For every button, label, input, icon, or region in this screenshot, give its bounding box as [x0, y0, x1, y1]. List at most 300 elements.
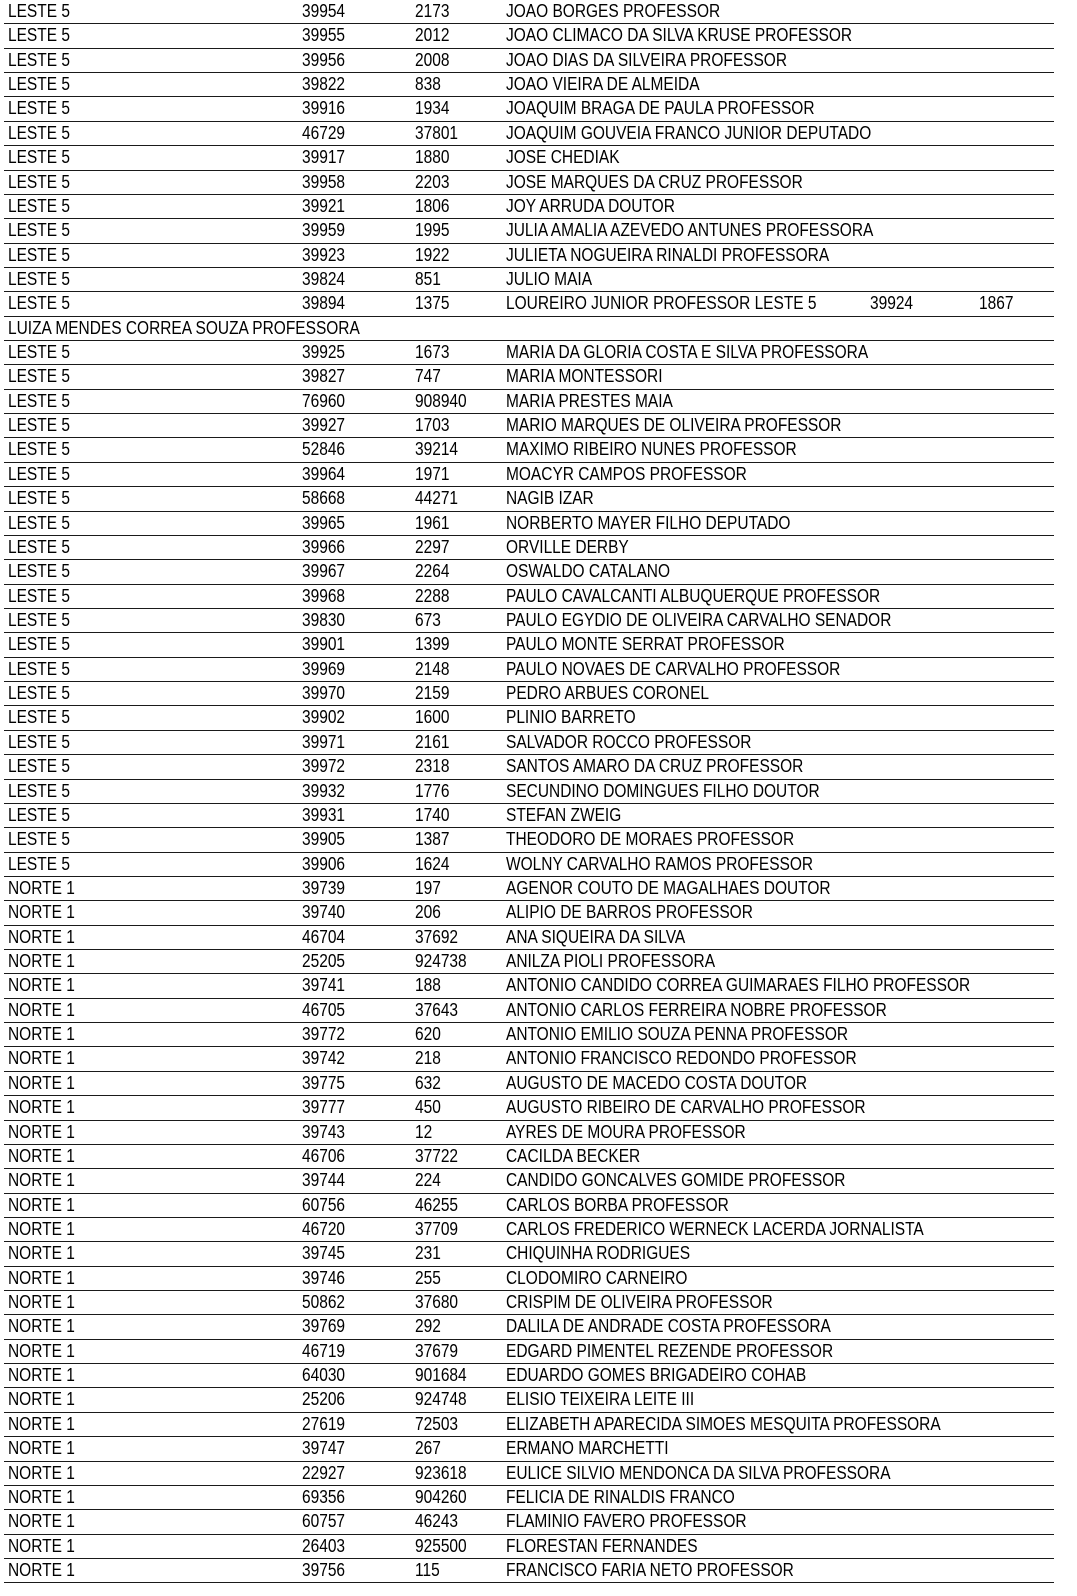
cell-region: NORTE 1	[8, 1048, 75, 1069]
cell-id: 37722	[415, 1145, 459, 1166]
cell-code: 39955	[302, 25, 346, 46]
cell-code: 46719	[302, 1340, 346, 1361]
cell-code: 39971	[302, 731, 346, 752]
cell-code: 26403	[302, 1535, 346, 1556]
cell-name: JOAQUIM GOUVEIA FRANCO JUNIOR DEPUTADO	[506, 122, 872, 143]
cell-id: 197	[415, 877, 441, 898]
cell-region: LESTE 5	[8, 220, 70, 241]
cell-name: OSWALDO CATALANO	[506, 561, 671, 582]
cell-region: NORTE 1	[8, 1365, 75, 1386]
cell-name: JOSE CHEDIAK	[506, 147, 620, 168]
cell-name: MARIA DA GLORIA COSTA E SILVA PROFESSORA	[506, 342, 869, 363]
cell-id2: 1867	[979, 293, 1014, 314]
cell-name: SANTOS AMARO DA CRUZ PROFESSOR	[506, 756, 804, 777]
cell-region: LESTE 5	[8, 853, 70, 874]
cell-id: 2297	[415, 536, 450, 557]
cell-region: LESTE 5	[8, 122, 70, 143]
cell-code: 60757	[302, 1511, 346, 1532]
cell-name: MOACYR CAMPOS PROFESSOR	[506, 463, 747, 484]
cell-region: NORTE 1	[8, 1194, 75, 1215]
table-row	[4, 438, 1054, 462]
cell-region: LESTE 5	[8, 244, 70, 265]
cell-name: FELICIA DE RINALDIS FRANCO	[506, 1486, 735, 1507]
table-row	[4, 1267, 1054, 1291]
table-row	[4, 585, 1054, 609]
cell-name: ALIPIO DE BARROS PROFESSOR	[506, 902, 753, 923]
cell-region: LESTE 5	[8, 536, 70, 557]
table-row	[4, 1047, 1054, 1071]
cell-name: NORBERTO MAYER FILHO DEPUTADO	[506, 512, 791, 533]
cell-region: LESTE 5	[8, 829, 70, 850]
cell-id: 46243	[415, 1511, 459, 1532]
cell-region: NORTE 1	[8, 1535, 75, 1556]
table-row	[4, 926, 1054, 950]
cell-id: 673	[415, 609, 441, 630]
cell-code: 39902	[302, 707, 346, 728]
cell-id: 908940	[415, 390, 467, 411]
cell-region: LESTE 5	[8, 512, 70, 533]
cell-code: 25206	[302, 1389, 346, 1410]
cell-id: 838	[415, 74, 441, 95]
cell-name: MARIA PRESTES MAIA	[506, 390, 673, 411]
table-row	[4, 97, 1054, 121]
cell-name: ERMANO MARCHETTI	[506, 1438, 669, 1459]
cell-name: CARLOS FREDERICO WERNECK LACERDA JORNALISTA	[506, 1218, 924, 1239]
cell-name: JOAO DIAS DA SILVEIRA PROFESSOR	[506, 49, 788, 70]
cell-region: NORTE 1	[8, 951, 75, 972]
cell-name: EDUARDO GOMES BRIGADEIRO COHAB	[506, 1365, 807, 1386]
cell-code: 64030	[302, 1365, 346, 1386]
cell-region: LESTE 5	[8, 439, 70, 460]
cell-code: 46729	[302, 122, 346, 143]
cell-id: 1375	[415, 293, 450, 314]
cell-name: JULIA AMALIA AZEVEDO ANTUNES PROFESSORA	[506, 220, 874, 241]
cell-id: 39214	[415, 439, 459, 460]
cell-id: 901684	[415, 1365, 467, 1386]
cell-code: 27619	[302, 1413, 346, 1434]
cell-code: 39970	[302, 683, 346, 704]
table-row	[4, 219, 1054, 243]
cell-region: LESTE 5	[8, 731, 70, 752]
cell-name: PLINIO BARRETO	[506, 707, 636, 728]
cell-name: FRANCISCO FARIA NETO PROFESSOR	[506, 1560, 794, 1580]
cell-code: 39741	[302, 975, 346, 996]
cell-name: ANA SIQUEIRA DA SILVA	[506, 926, 686, 947]
table-row	[4, 195, 1054, 219]
table-row	[4, 877, 1054, 901]
table-row	[4, 292, 1054, 316]
cell-region: NORTE 1	[8, 1097, 75, 1118]
cell-name: JOY ARRUDA DOUTOR	[506, 195, 675, 216]
cell-region: NORTE 1	[8, 1462, 75, 1483]
cell-region: NORTE 1	[8, 1560, 75, 1580]
cell-region: NORTE 1	[8, 999, 75, 1020]
cell-id: 1961	[415, 512, 450, 533]
cell-id: 2264	[415, 561, 450, 582]
cell-name: JOSE MARQUES DA CRUZ PROFESSOR	[506, 171, 803, 192]
table-row	[4, 1486, 1054, 1510]
cell-name: ANTONIO CANDIDO CORREA GUIMARAES FILHO PROFESSOR	[506, 975, 971, 996]
cell-id: 218	[415, 1048, 441, 1069]
cell-id: 1740	[415, 804, 450, 825]
table-row	[4, 49, 1054, 73]
cell-name: FLORESTAN FERNANDES	[506, 1535, 698, 1556]
cell-code: 39931	[302, 804, 346, 825]
cell-name: STEFAN ZWEIG	[506, 804, 622, 825]
cell-code: 39932	[302, 780, 346, 801]
cell-code: 39972	[302, 756, 346, 777]
cell-name: ANILZA PIOLI PROFESSORA	[506, 951, 716, 972]
cell-name: SECUNDINO DOMINGUES FILHO DOUTOR	[506, 780, 820, 801]
table-row	[4, 244, 1054, 268]
cell-region: LESTE 5	[8, 366, 70, 387]
table-row	[4, 609, 1054, 633]
cell-id: 1922	[415, 244, 450, 265]
table-row	[4, 1096, 1054, 1120]
cell-code: 39827	[302, 366, 346, 387]
cell-code: 39756	[302, 1560, 346, 1580]
cell-region: LESTE 5	[8, 561, 70, 582]
cell-code: 39966	[302, 536, 346, 557]
table-row	[4, 146, 1054, 170]
cell-name: CHIQUINHA RODRIGUES	[506, 1243, 691, 1264]
cell-id: 620	[415, 1024, 441, 1045]
cell-region: LESTE 5	[8, 293, 70, 314]
cell-id: 1880	[415, 147, 450, 168]
cell-code: 39905	[302, 829, 346, 850]
cell-name: THEODORO DE MORAES PROFESSOR	[506, 829, 795, 850]
table-row	[4, 1072, 1054, 1096]
cell-code: 39964	[302, 463, 346, 484]
cell-code: 39822	[302, 74, 346, 95]
cell-code: 39965	[302, 512, 346, 533]
cell-id: 72503	[415, 1413, 459, 1434]
cell-id: 12	[415, 1121, 433, 1142]
table-row	[4, 365, 1054, 389]
cell-name: PAULO EGYDIO DE OLIVEIRA CARVALHO SENADOR	[506, 609, 892, 630]
cell-id: 2318	[415, 756, 450, 777]
cell-region: NORTE 1	[8, 1121, 75, 1142]
cell-id: 1399	[415, 634, 450, 655]
table-row	[4, 974, 1054, 998]
table-row	[4, 633, 1054, 657]
cell-name: NAGIB IZAR	[506, 488, 594, 509]
cell-region: LESTE 5	[8, 756, 70, 777]
cell-name: ORVILLE DERBY	[506, 536, 629, 557]
cell-region: LESTE 5	[8, 74, 70, 95]
cell-id: 450	[415, 1097, 441, 1118]
table-row	[4, 1340, 1054, 1364]
cell-code: 39740	[302, 902, 346, 923]
cell-code: 69356	[302, 1486, 346, 1507]
cell-id: 2008	[415, 49, 450, 70]
cell-region: NORTE 1	[8, 1267, 75, 1288]
table-row	[4, 1218, 1054, 1242]
cell-code: 39745	[302, 1243, 346, 1264]
cell-id: 904260	[415, 1486, 467, 1507]
cell-region: LESTE 5	[8, 634, 70, 655]
cell-name: MAXIMO RIBEIRO NUNES PROFESSOR	[506, 439, 797, 460]
cell-code: 39954	[302, 1, 346, 21]
cell-id: 37680	[415, 1292, 459, 1313]
table-row	[4, 341, 1054, 365]
cell-id: 44271	[415, 488, 459, 509]
cell-region: NORTE 1	[8, 1145, 75, 1166]
cell-id: 188	[415, 975, 441, 996]
cell-region: LESTE 5	[8, 415, 70, 436]
table-row	[4, 122, 1054, 146]
cell-id: 924738	[415, 951, 467, 972]
cell-region: LESTE 5	[8, 707, 70, 728]
cell-id: 1806	[415, 195, 450, 216]
table-row	[4, 1388, 1054, 1412]
cell-id: 2161	[415, 731, 450, 752]
cell-code: 39775	[302, 1072, 346, 1093]
cell-region: NORTE 1	[8, 1170, 75, 1191]
cell-code2: 39924	[870, 293, 914, 314]
cell-region: NORTE 1	[8, 1218, 75, 1239]
cell-code: 39958	[302, 171, 346, 192]
cell-id: 924748	[415, 1389, 467, 1410]
cell-code: 39956	[302, 49, 346, 70]
table-row	[4, 1559, 1054, 1583]
cell-name: ELIZABETH APARECIDA SIMOES MESQUITA PROFESSORA	[506, 1413, 941, 1434]
cell-region: LESTE 5	[8, 658, 70, 679]
cell-code: 76960	[302, 390, 346, 411]
cell-id: 1995	[415, 220, 450, 241]
cell-code: 39769	[302, 1316, 346, 1337]
cell-id: 46255	[415, 1194, 459, 1215]
cell-id: 37709	[415, 1218, 459, 1239]
cell-code: 39772	[302, 1024, 346, 1045]
cell-name: DALILA DE ANDRADE COSTA PROFESSORA	[506, 1316, 831, 1337]
cell-name: WOLNY CARVALHO RAMOS PROFESSOR	[506, 853, 814, 874]
cell-code: 39777	[302, 1097, 346, 1118]
table-row	[4, 1315, 1054, 1339]
cell-id: 851	[415, 268, 441, 289]
cell-name: PEDRO ARBUES CORONEL	[506, 683, 710, 704]
cell-code: 22927	[302, 1462, 346, 1483]
table-row	[4, 828, 1054, 852]
cell-code: 39959	[302, 220, 346, 241]
cell-region: LESTE 5	[8, 195, 70, 216]
cell-id: 37801	[415, 122, 459, 143]
cell-name: MARIO MARQUES DE OLIVEIRA PROFESSOR	[506, 415, 842, 436]
cell-id: 1703	[415, 415, 450, 436]
cell-id: 1673	[415, 342, 450, 363]
cell-region: NORTE 1	[8, 1486, 75, 1507]
table-row	[4, 1194, 1054, 1218]
cell-name: AGENOR COUTO DE MAGALHAES DOUTOR	[506, 877, 831, 898]
cell-id: 1624	[415, 853, 450, 874]
cell-id: 37643	[415, 999, 459, 1020]
table-row	[4, 706, 1054, 730]
cell-id: 224	[415, 1170, 441, 1191]
table-row	[4, 755, 1054, 779]
cell-code: 39824	[302, 268, 346, 289]
cell-code: 39968	[302, 585, 346, 606]
cell-code: 39923	[302, 244, 346, 265]
table-row	[4, 658, 1054, 682]
cell-id: 292	[415, 1316, 441, 1337]
cell-name: AUGUSTO RIBEIRO DE CARVALHO PROFESSOR	[506, 1097, 866, 1118]
table-row	[4, 1364, 1054, 1388]
cell-code: 39894	[302, 293, 346, 314]
cell-id: 2159	[415, 683, 450, 704]
cell-code: 39744	[302, 1170, 346, 1191]
cell-code: 52846	[302, 439, 346, 460]
cell-code: 39743	[302, 1121, 346, 1142]
table-row	[4, 268, 1054, 292]
cell-region: NORTE 1	[8, 1340, 75, 1361]
cell-id: 267	[415, 1438, 441, 1459]
cell-region: LESTE 5	[8, 268, 70, 289]
cell-name: CARLOS BORBA PROFESSOR	[506, 1194, 729, 1215]
cell-region: NORTE 1	[8, 1024, 75, 1045]
cell-id: 2203	[415, 171, 450, 192]
cell-region: LESTE 5	[8, 585, 70, 606]
cell-name: JOAO VIEIRA DE ALMEIDA	[506, 74, 700, 95]
cell-region: LESTE 5	[8, 463, 70, 484]
cell-code: 39742	[302, 1048, 346, 1069]
cell-name: FLAMINIO FAVERO PROFESSOR	[506, 1511, 747, 1532]
cell-code: 50862	[302, 1292, 346, 1313]
cell-code: 46705	[302, 999, 346, 1020]
cell-region: LESTE 5	[8, 683, 70, 704]
cell-id: 231	[415, 1243, 441, 1264]
cell-name: JOAO BORGES PROFESSOR	[506, 1, 721, 21]
table-row	[4, 950, 1054, 974]
cell-code: 39969	[302, 658, 346, 679]
cell-id: 1776	[415, 780, 450, 801]
cell-name: CACILDA BECKER	[506, 1145, 641, 1166]
cell-id: 632	[415, 1072, 441, 1093]
cell-code: 39830	[302, 609, 346, 630]
cell-region: LESTE 5	[8, 390, 70, 411]
cell-name: PAULO MONTE SERRAT PROFESSOR	[506, 634, 785, 655]
table-row	[4, 1535, 1054, 1559]
cell-region: NORTE 1	[8, 1438, 75, 1459]
cell-region: LESTE 5	[8, 49, 70, 70]
cell-name: CRISPIM DE OLIVEIRA PROFESSOR	[506, 1292, 773, 1313]
cell-id: 255	[415, 1267, 441, 1288]
cell-region: NORTE 1	[8, 1511, 75, 1532]
cell-name: JOAO CLIMACO DA SILVA KRUSE PROFESSOR	[506, 25, 853, 46]
table-row	[4, 1413, 1054, 1437]
cell-region: LESTE 5	[8, 25, 70, 46]
cell-region: NORTE 1	[8, 1072, 75, 1093]
cell-code: 39916	[302, 98, 346, 119]
cell-region: NORTE 1	[8, 1389, 75, 1410]
table-row	[4, 1291, 1054, 1315]
cell-id: 115	[415, 1560, 440, 1580]
table-row	[4, 73, 1054, 97]
cell-name: PAULO NOVAES DE CARVALHO PROFESSOR	[506, 658, 841, 679]
table-row	[4, 0, 1054, 24]
cell-id: 37692	[415, 926, 459, 947]
cell-name: ANTONIO FRANCISCO REDONDO PROFESSOR	[506, 1048, 857, 1069]
cell-name: MARIA MONTESSORI	[506, 366, 663, 387]
row-continuation-text: LUIZA MENDES CORREA SOUZA PROFESSORA	[8, 317, 360, 338]
cell-name: JOAQUIM BRAGA DE PAULA PROFESSOR	[506, 98, 815, 119]
table-row	[4, 512, 1054, 536]
cell-name: ELISIO TEIXEIRA LEITE III	[506, 1389, 695, 1410]
cell-code: 39917	[302, 147, 346, 168]
table-row	[4, 1121, 1054, 1145]
cell-code: 46706	[302, 1145, 346, 1166]
cell-region: LESTE 5	[8, 342, 70, 363]
cell-id: 923618	[415, 1462, 467, 1483]
cell-id: 2012	[415, 25, 450, 46]
table-row	[4, 804, 1054, 828]
table-row	[4, 901, 1054, 925]
cell-code: 39927	[302, 415, 346, 436]
cell-name: JULIETA NOGUEIRA RINALDI PROFESSORA	[506, 244, 830, 265]
table-row	[4, 1169, 1054, 1193]
table-row	[4, 317, 1054, 341]
table-row	[4, 560, 1054, 584]
cell-name: PAULO CAVALCANTI ALBUQUERQUE PROFESSOR	[506, 585, 881, 606]
cell-region: LESTE 5	[8, 488, 70, 509]
table-row	[4, 24, 1054, 48]
table-row	[4, 682, 1054, 706]
table-row	[4, 414, 1054, 438]
cell-code: 39925	[302, 342, 346, 363]
cell-region: NORTE 1	[8, 1316, 75, 1337]
cell-code: 39906	[302, 853, 346, 874]
cell-id: 1934	[415, 98, 450, 119]
cell-id: 37679	[415, 1340, 459, 1361]
cell-code: 60756	[302, 1194, 346, 1215]
cell-name: AUGUSTO DE MACEDO COSTA DOUTOR	[506, 1072, 808, 1093]
cell-id: 1971	[415, 463, 450, 484]
cell-region: LESTE 5	[8, 804, 70, 825]
table-row	[4, 536, 1054, 560]
cell-name: SALVADOR ROCCO PROFESSOR	[506, 731, 752, 752]
cell-code: 25205	[302, 951, 346, 972]
school-list-table	[4, 0, 1054, 1583]
cell-region: NORTE 1	[8, 877, 75, 898]
cell-region: LESTE 5	[8, 609, 70, 630]
cell-name: LOUREIRO JUNIOR PROFESSOR LESTE 5	[506, 293, 817, 314]
table-row	[4, 171, 1054, 195]
cell-name: AYRES DE MOURA PROFESSOR	[506, 1121, 746, 1142]
cell-id: 1387	[415, 829, 450, 850]
cell-region: LESTE 5	[8, 1, 70, 21]
table-row	[4, 487, 1054, 511]
cell-id: 2148	[415, 658, 450, 679]
cell-name: EULICE SILVIO MENDONCA DA SILVA PROFESSORA	[506, 1462, 891, 1483]
cell-code: 46720	[302, 1218, 346, 1239]
cell-code: 39921	[302, 195, 346, 216]
table-row	[4, 853, 1054, 877]
cell-code: 46704	[302, 926, 346, 947]
table-row	[4, 1462, 1054, 1486]
cell-name: EDGARD PIMENTEL REZENDE PROFESSOR	[506, 1340, 834, 1361]
cell-region: NORTE 1	[8, 975, 75, 996]
cell-code: 39967	[302, 561, 346, 582]
cell-region: LESTE 5	[8, 147, 70, 168]
cell-id: 2173	[415, 1, 450, 21]
cell-region: LESTE 5	[8, 780, 70, 801]
table-row	[4, 463, 1054, 487]
table-row	[4, 1510, 1054, 1534]
cell-region: NORTE 1	[8, 1243, 75, 1264]
cell-id: 747	[415, 366, 441, 387]
table-row	[4, 1437, 1054, 1461]
cell-name: CLODOMIRO CARNEIRO	[506, 1267, 688, 1288]
cell-code: 39739	[302, 877, 346, 898]
